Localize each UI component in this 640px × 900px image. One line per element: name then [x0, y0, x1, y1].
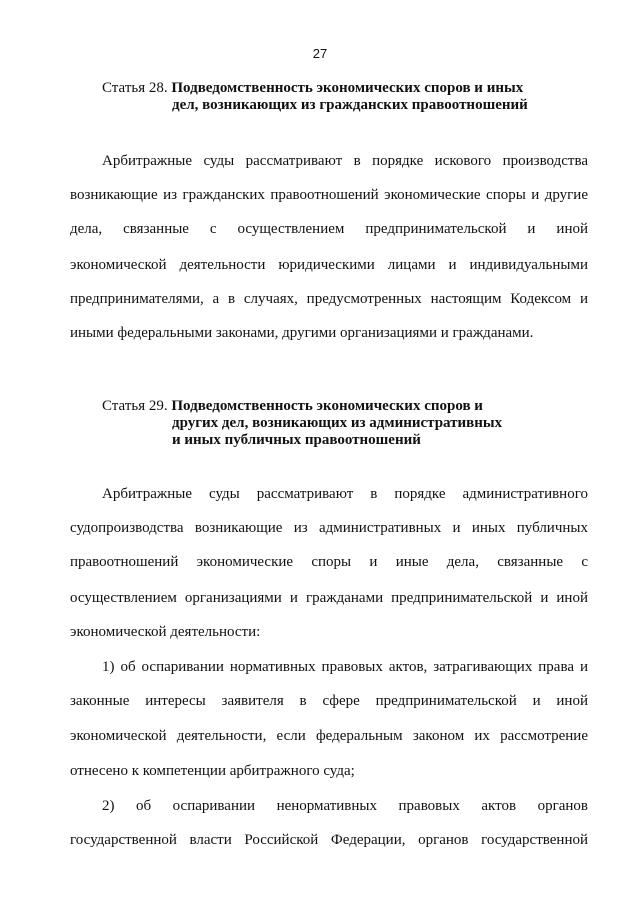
article-29-line-4: осуществлением организациями и гражданами предпринимательской и иной — [70, 590, 588, 606]
article-29-line-9: отнесено к компетенции арбитражного суда; — [70, 763, 355, 779]
article-29-line-8: экономической деятельности, если федеральным законом их рассмотрение — [70, 728, 588, 744]
article-28-title-line-1: Подведомственность экономических споров и иных — [171, 80, 524, 96]
article-29-line-1: Арбитражные суды рассматривают в порядке административного — [102, 486, 588, 502]
article-28-title-line-2: дел, возникающих из гражданских правоотношений — [172, 97, 528, 113]
article-29-title-line-1: Подведомственность экономических споров и — [171, 398, 483, 414]
article-29-line-3: правоотношений экономические споры и иные дела, связанные с — [70, 554, 588, 570]
page-number: 27 — [312, 46, 328, 61]
article-28-line-1: Арбитражные суды рассматривают в порядке искового производства — [102, 153, 588, 169]
article-29-heading — [102, 398, 602, 449]
article-29-prefix: Статья 29. — [102, 398, 168, 414]
article-29-line-6: 1) об оспаривании нормативных правовых актов, затрагивающих права и — [102, 659, 588, 675]
article-28-line-6: иными федеральными законами, другими организациями и гражданами. — [70, 325, 534, 341]
article-29-line-2: судопроизводства возникающие из административных и иных публичных — [70, 520, 588, 536]
article-28-prefix: Статья 28. — [102, 80, 168, 96]
article-28-line-5: предпринимателями, а в случаях, предусмотренных настоящим Кодексом и — [70, 291, 588, 307]
article-29-title-line-3: и иных публичных правоотношений — [172, 432, 421, 448]
article-28-line-2: возникающие из гражданских правоотношений экономические споры и другие — [70, 187, 588, 203]
article-29-title-line-2: других дел, возникающих из административных — [172, 415, 503, 431]
article-28-line-4: экономической деятельности юридическими лицами и индивидуальными — [70, 257, 588, 273]
article-29-line-5: экономической деятельности: — [70, 624, 261, 640]
article-28-line-3: дела, связанные с осуществлением предпринимательской и иной — [70, 221, 588, 237]
article-29-line-11: государственной власти Российской Федерации, органов государственной — [70, 832, 588, 848]
article-29-line-7: законные интересы заявителя в сфере предпринимательской и иной — [70, 693, 588, 709]
article-29-line-10: 2) об оспаривании ненормативных правовых актов органов — [102, 798, 588, 814]
article-28-heading — [102, 80, 602, 114]
